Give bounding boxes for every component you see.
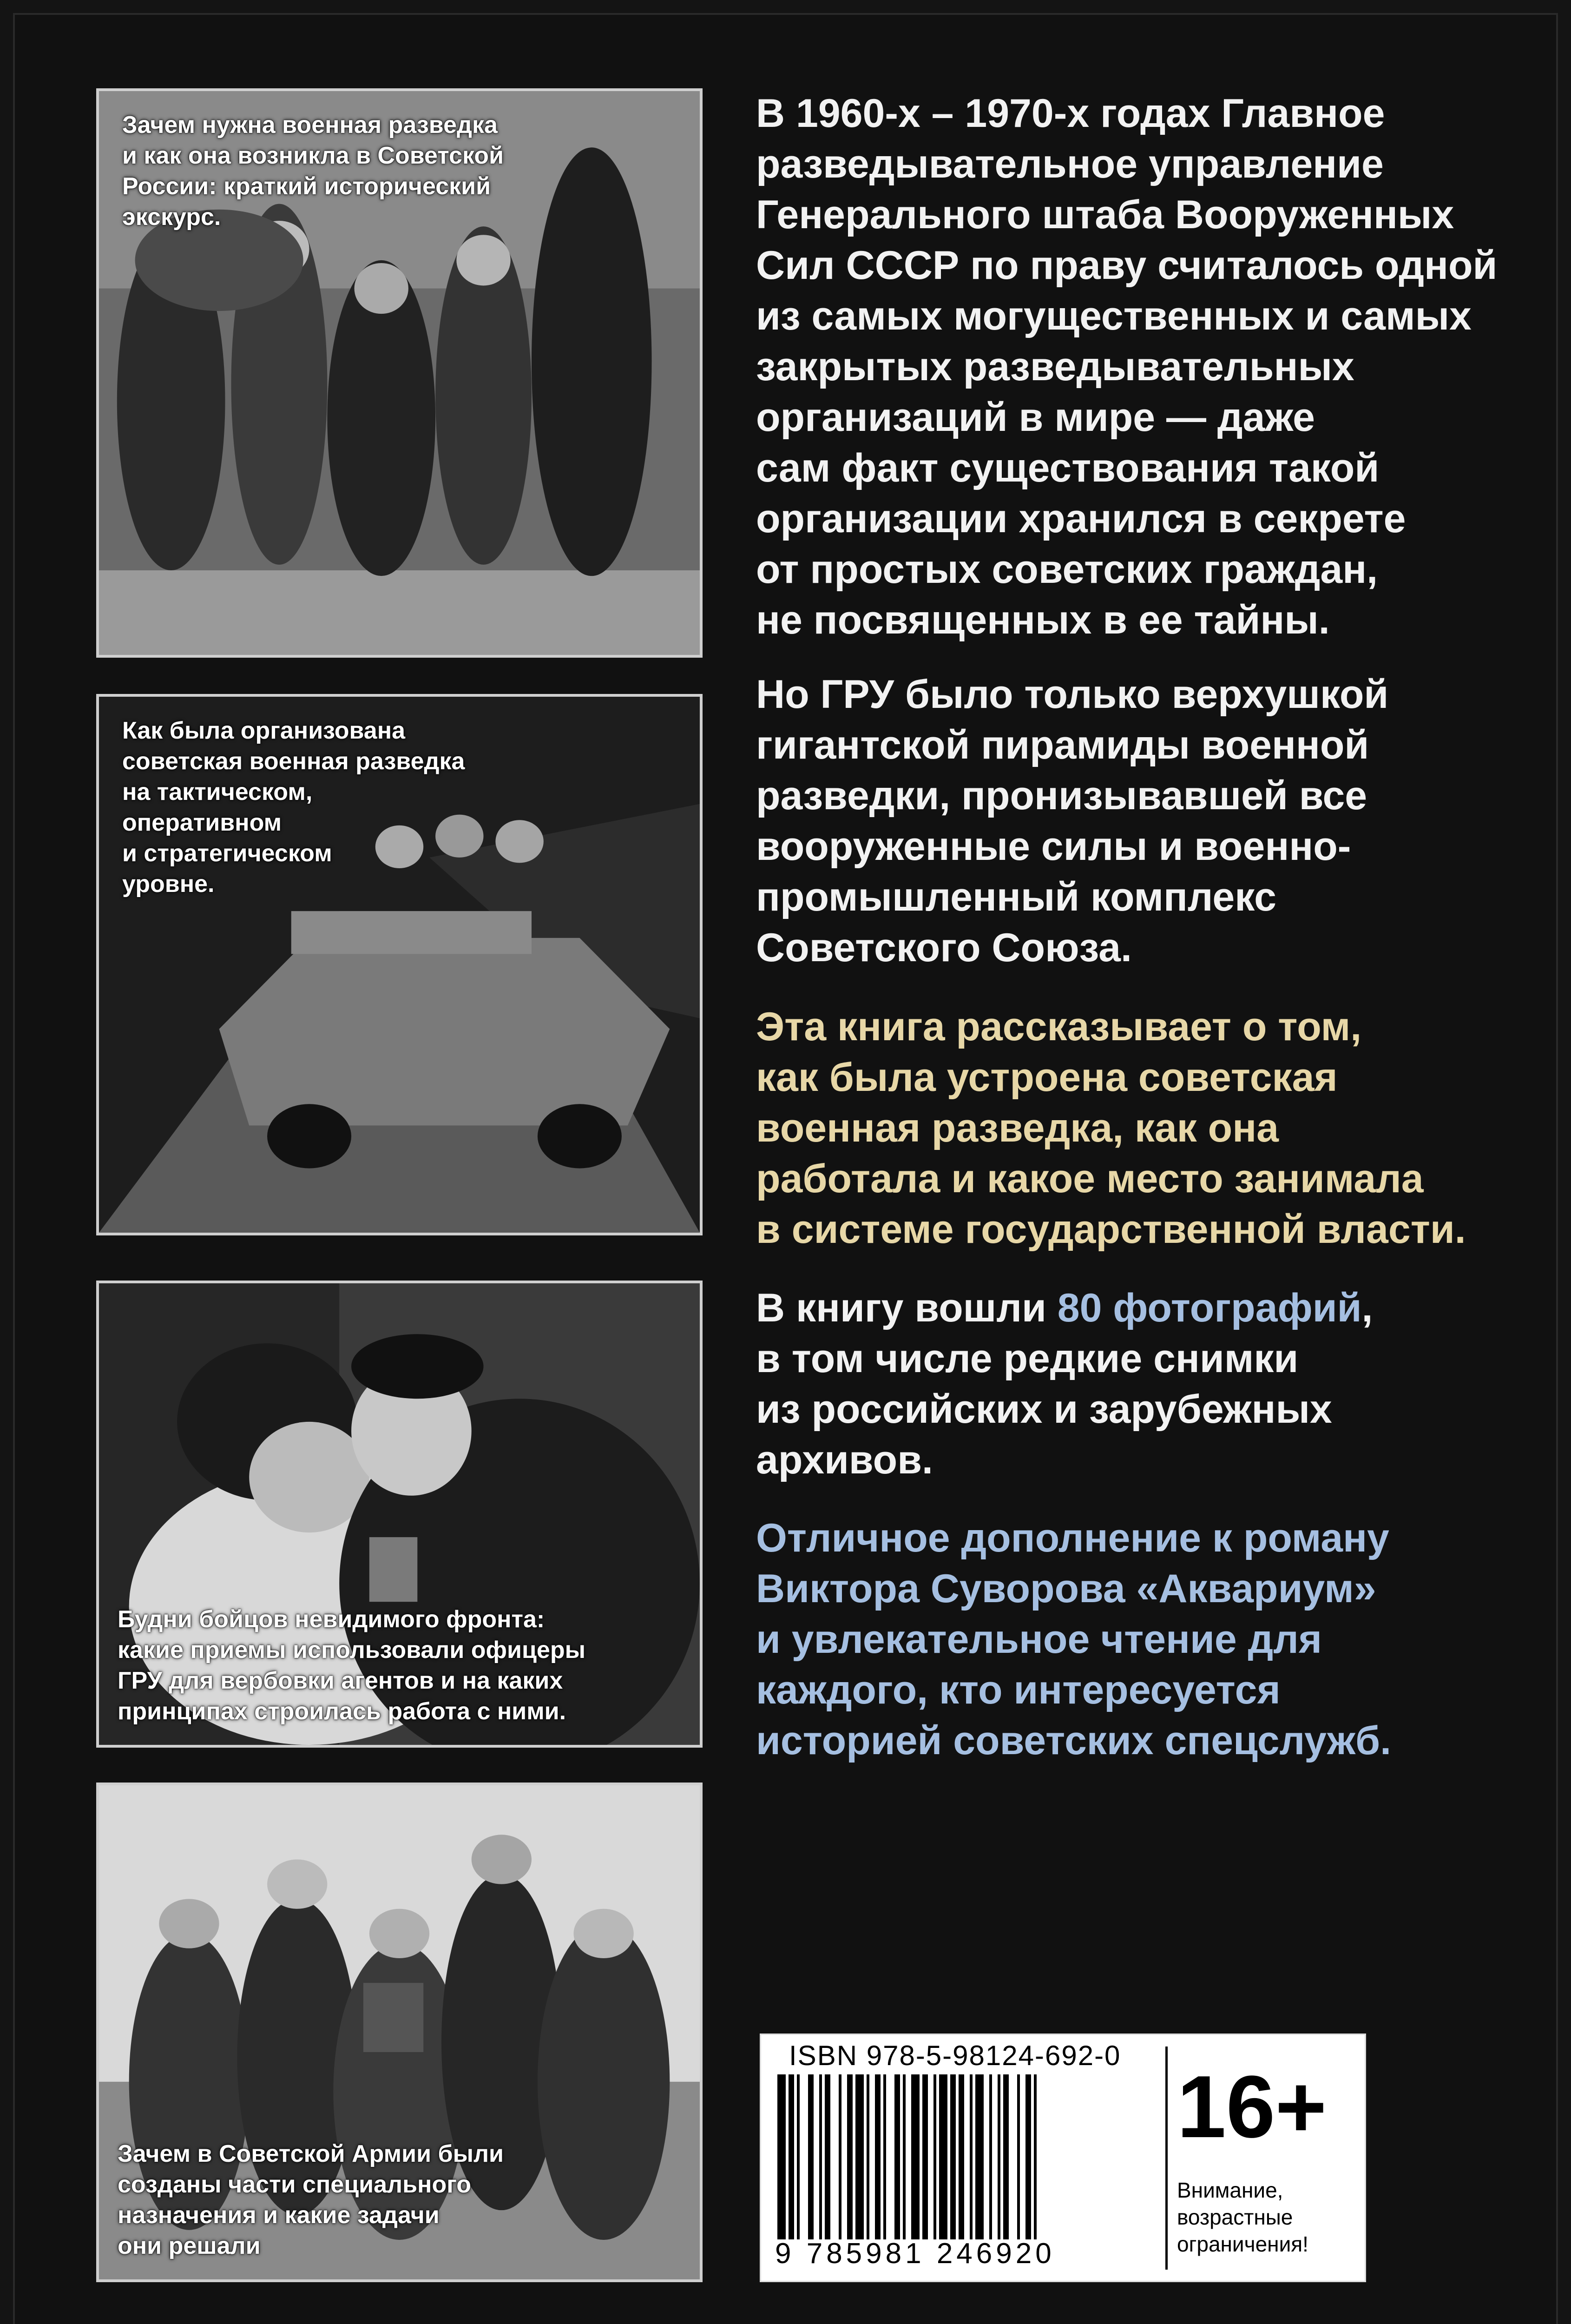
barcode-bar bbox=[839, 2074, 841, 2239]
paragraph-gru: Но ГРУ было только верхушкой гигантской пирамиды военной разведки, пронизывавшей все вооруженные силы и военно- промышленный комплекс Советского Союза. bbox=[756, 672, 1389, 970]
isbn-panel bbox=[760, 2034, 1366, 2282]
paragraph-book-about: Эта книга рассказывает о том, как была устроена советская военная разведка, как она работала и какое место занимала в системе государственной власти. bbox=[756, 1004, 1466, 1252]
photo-caption: Будни бойцов невидимого фронта: какие приемы использовали офицеры ГРУ для вербовки агентов и на каких принципах строилась работа с ними. bbox=[118, 1606, 586, 1725]
barcode-bar bbox=[1025, 2074, 1031, 2239]
photo-caption: Как была организована советская военная разведка на тактическом, оперативном и стратегическом уровне. bbox=[122, 717, 465, 898]
barcode-bar bbox=[819, 2074, 822, 2239]
barcode-bar bbox=[777, 2074, 786, 2239]
barcode-bar bbox=[922, 2074, 928, 2239]
barcode bbox=[777, 2074, 1158, 2239]
barcode-bar bbox=[867, 2074, 869, 2239]
panel-divider bbox=[1165, 2047, 1168, 2270]
photo-caption: Зачем нужна военная разведка и как она возникла в Советской России: краткий исторический экскурс. bbox=[122, 112, 504, 231]
barcode-bar bbox=[911, 2074, 920, 2239]
photo-caption: Зачем в Советской Армии были созданы части специального назначения и какие задачи они решали bbox=[118, 2140, 504, 2259]
barcode-bar bbox=[970, 2074, 973, 2239]
barcode-bar bbox=[847, 2074, 853, 2239]
barcode-bar bbox=[959, 2074, 964, 2239]
paragraph-photos-lead: В книгу вошли bbox=[756, 1286, 1058, 1330]
barcode-bar bbox=[933, 2074, 936, 2239]
barcode-bar bbox=[855, 2074, 864, 2239]
isbn-label: ISBN 978-5-98124-692-0 bbox=[789, 2040, 1121, 2071]
barcode-bar bbox=[789, 2074, 794, 2239]
barcode-bar bbox=[808, 2074, 814, 2239]
barcode-bar bbox=[883, 2074, 886, 2239]
barcode-bar bbox=[894, 2074, 900, 2239]
paragraph-photos-rest: , в том числе редкие снимки из российских и зарубежных архивов. bbox=[756, 1286, 1373, 1482]
barcode-bar bbox=[950, 2074, 956, 2239]
age-warning: Внимание, возрастные ограничения! bbox=[1177, 2178, 1308, 2256]
paragraph-intro: В 1960-х – 1970-х годах Главное разведывательное управление Генерального штаба Вооруженных Сил СССР по праву считалось одной из самых могущественных и самых закрытых разведывательных организаций в мире — даже сам факт существования такой организации хранился в секрете от простых советских граждан, не посвященных в ее тайны. bbox=[756, 91, 1498, 642]
barcode-bar bbox=[1034, 2074, 1037, 2239]
barcode-bar bbox=[989, 2074, 992, 2239]
barcode-bar bbox=[903, 2074, 906, 2239]
barcode-digits: 9 785981 246920 bbox=[775, 2238, 1055, 2270]
barcode-bar bbox=[875, 2074, 881, 2239]
photo-count-highlight: 80 фотографий bbox=[1057, 1286, 1362, 1330]
paragraph-recommendation: Отличное дополнение к роману Виктора Суворова «Аквариум» и увлекательное чтение для каждого, кто интересуется историей советских спецслужб. bbox=[756, 1516, 1391, 1763]
age-rating: 16+ bbox=[1177, 2058, 1327, 2156]
barcode-bar bbox=[975, 2074, 984, 2239]
barcode-bar bbox=[1003, 2074, 1009, 2239]
barcode-bar bbox=[825, 2074, 830, 2239]
photo-embrace bbox=[96, 1281, 703, 1748]
photo-armored-vehicle bbox=[96, 694, 703, 1235]
photo-soldiers-horse bbox=[96, 88, 703, 658]
barcode-bar bbox=[797, 2074, 800, 2239]
paragraph-photos bbox=[756, 1283, 1373, 1486]
barcode-bar bbox=[998, 2074, 1000, 2239]
barcode-bar bbox=[1017, 2074, 1020, 2239]
photo-special-forces bbox=[96, 1783, 703, 2282]
barcode-bar bbox=[939, 2074, 947, 2239]
